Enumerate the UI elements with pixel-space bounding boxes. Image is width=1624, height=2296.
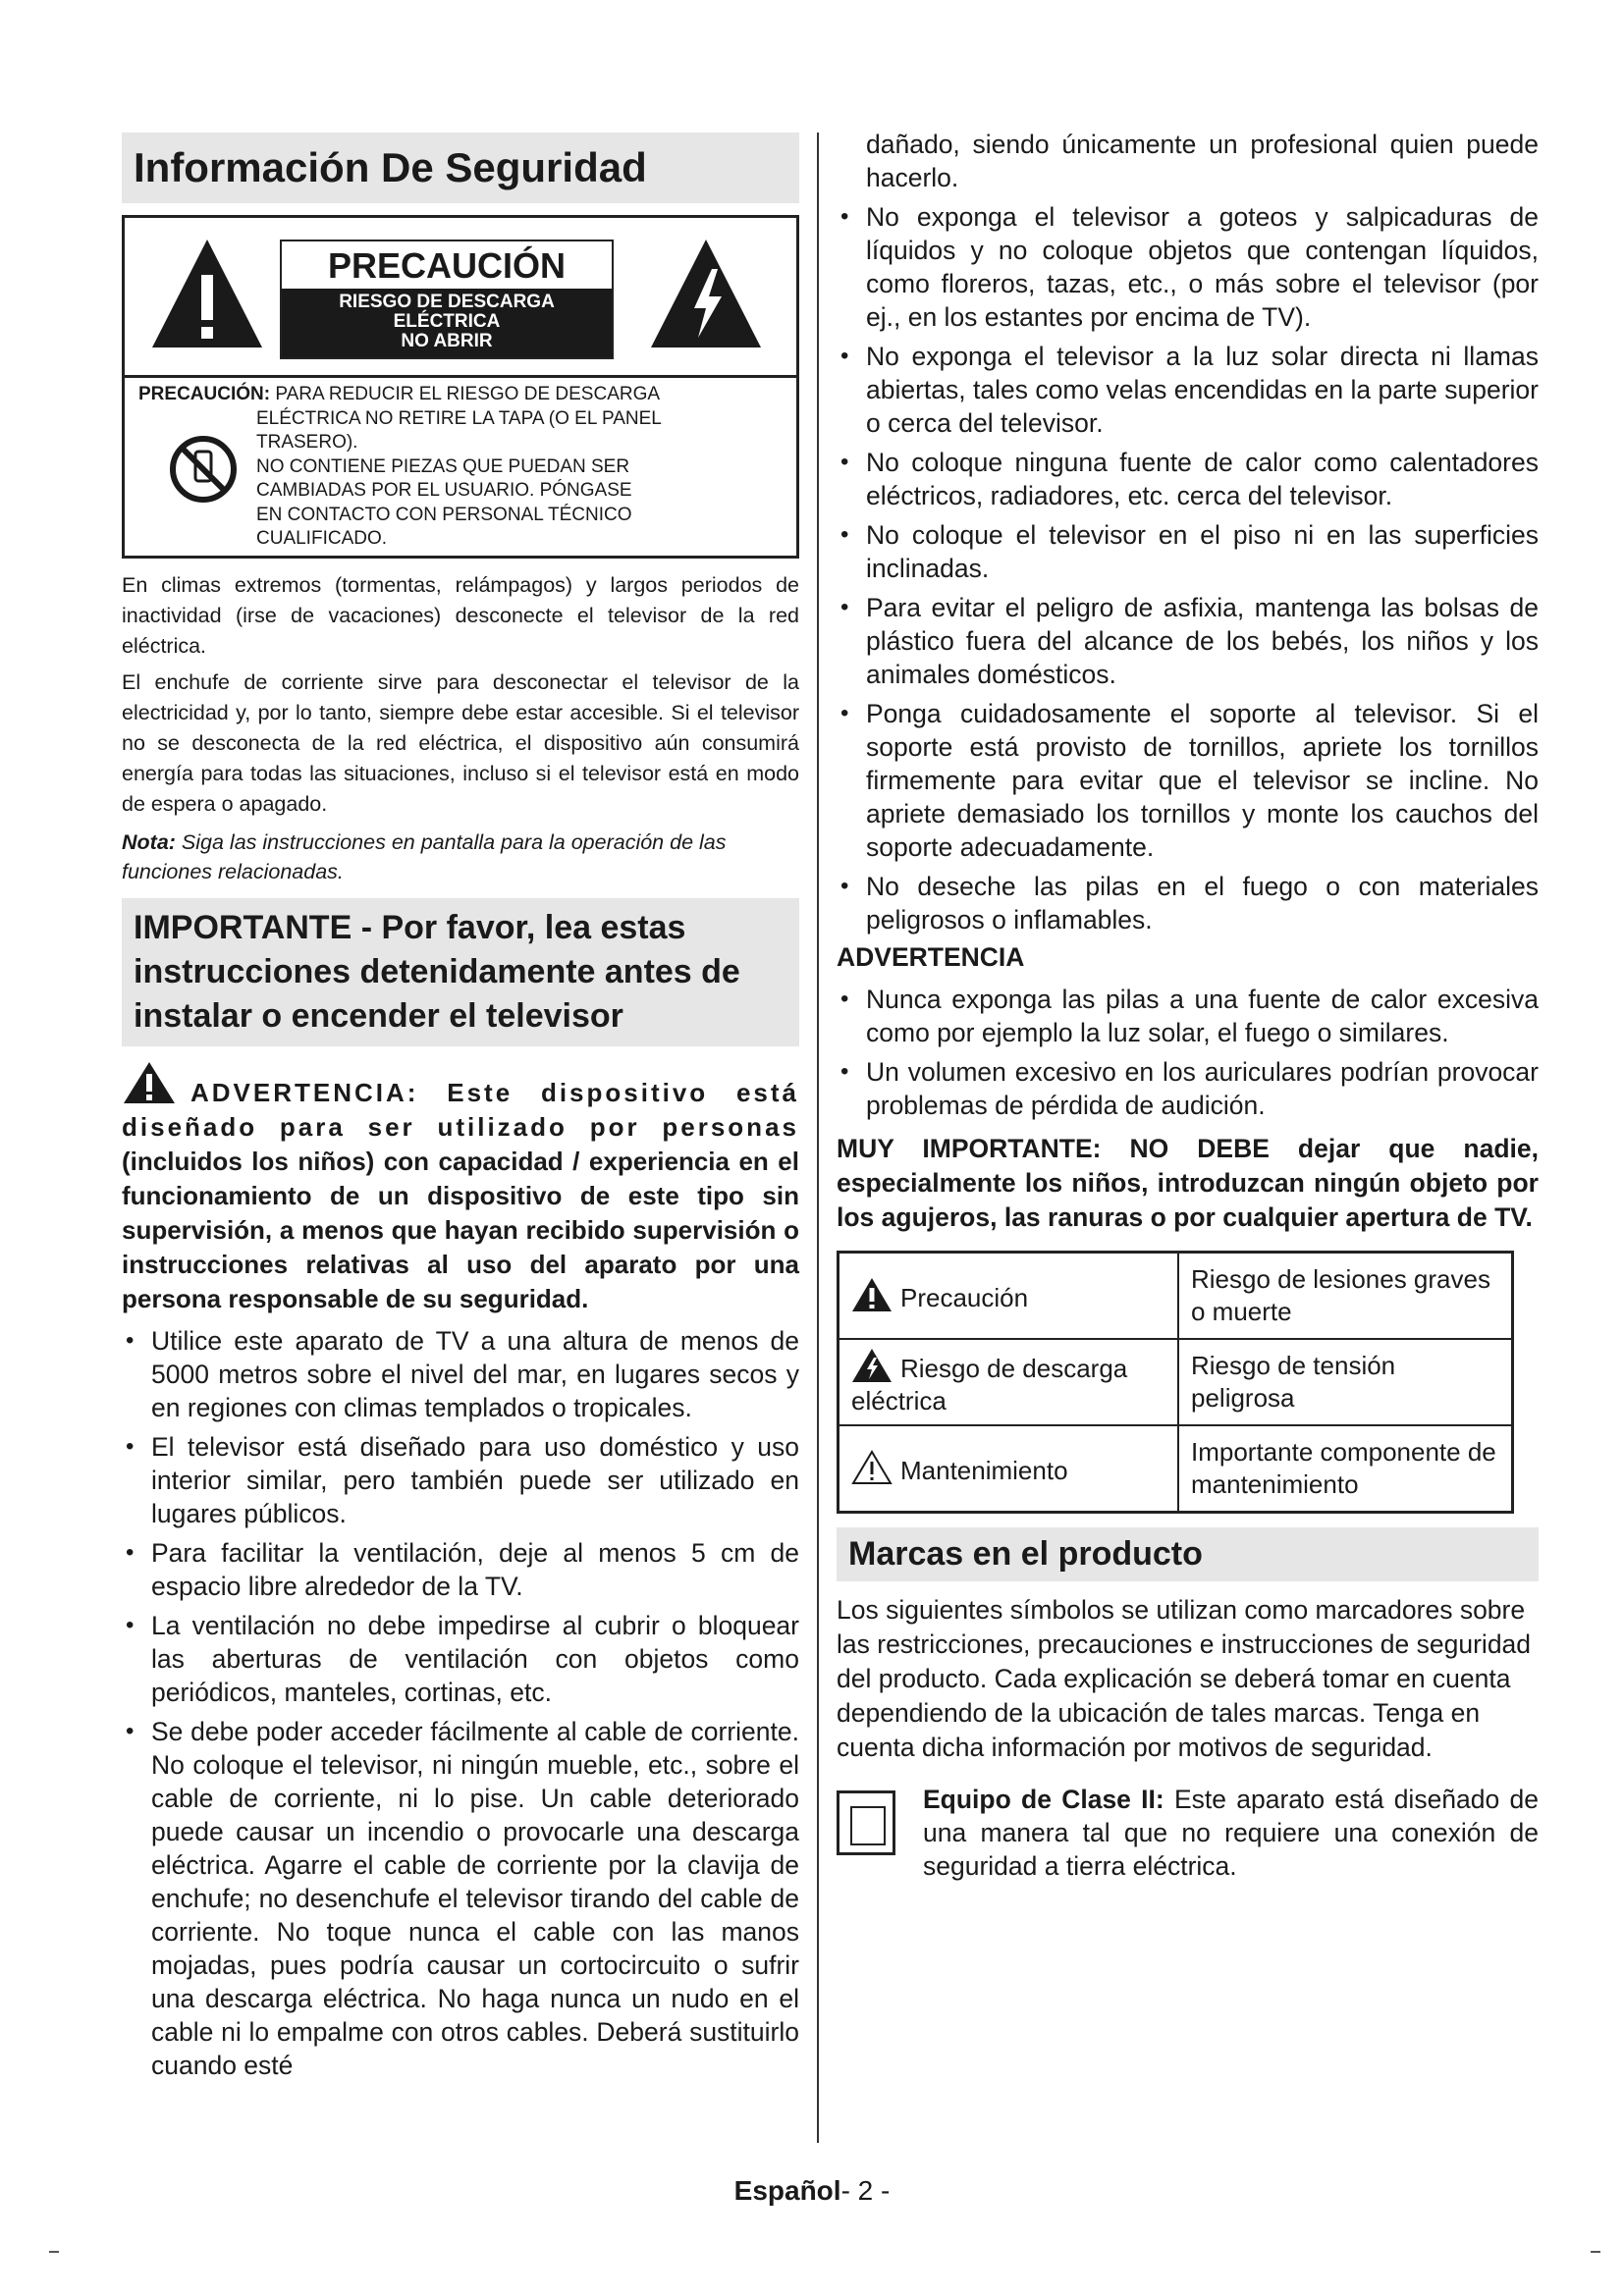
- caution-line-1: ELÉCTRICA NO RETIRE LA TAPA (O EL PANEL: [256, 407, 662, 429]
- list-item: • No coloque el televisor en el piso ni en las superficies inclinadas.: [837, 518, 1539, 585]
- paragraph-extreme-weather: En climas extremos (tormentas, relámpagos) y largos periodos de inactividad (irse de vacaciones) desconecte el televisor de la red eléctrica.: [122, 573, 799, 658]
- left-column: [122, 133, 799, 2088]
- symbol-cell: [839, 1253, 1179, 1340]
- caution-triangle-icon: [851, 1277, 893, 1312]
- column-divider: [817, 133, 819, 2143]
- symbol-cell: [839, 1425, 1179, 1513]
- electric-shock-warning-icon: [647, 236, 765, 351]
- risk-label: [282, 289, 612, 357]
- list-item: • La ventilación no debe impedirse al cubrir o bloquear las aberturas de ventilación con objetos como periódicos, manteles, cortinas, etc.: [122, 1609, 799, 1709]
- right-bullet-list: [837, 200, 1539, 936]
- caution-lead: PRECAUCIÓN:: [138, 384, 271, 404]
- footer-language: Español: [733, 2175, 841, 2206]
- risk-line-2: ELÉCTRICA: [393, 311, 501, 332]
- symbol-label: Mantenimiento: [900, 1456, 1068, 1485]
- advertencia-heading: ADVERTENCIA: [837, 942, 1025, 972]
- muy-importante-paragraph: MUY IMPORTANTE: NO DEBE dejar que nadie, especialmente los niños, introduzcan ningún objeto por los agujeros, las ranuras o por cualquier apertura de TV.: [837, 1134, 1539, 1232]
- advertencia-list: [837, 983, 1539, 1122]
- footer-page-number: - 2 -: [840, 2175, 891, 2206]
- list-item: • Ponga cuidadosamente el soporte al televisor. Si el soporte está provisto de tornillos, apriete los tornillos firmemente para evitar que el televisor se incline. No apriete demasiado los tornillos y monte los cauchos del soporte adecuadamente.: [837, 697, 1539, 864]
- list-item: • Para evitar el peligro de asfixia, mantenga las bolsas de plástico fuera del alcance de los bebés, los niños y los animales domésticos.: [837, 591, 1539, 691]
- meaning-cell: Riesgo de lesiones graves o muerte: [1178, 1253, 1513, 1340]
- warning-paragraph: [122, 1060, 799, 1316]
- precaution-label-box: [280, 240, 614, 359]
- risk-line-1: RIESGO DE DESCARGA: [339, 292, 555, 312]
- section-title-important: IMPORTANTE - Por favor, lea estas instrucciones detenidamente antes de instalar o encender el televisor: [122, 898, 799, 1046]
- table-row: [839, 1339, 1513, 1425]
- caution-line-3: NO CONTIENE PIEZAS QUE PUEDAN SER: [256, 455, 630, 477]
- list-item: • El televisor está diseñado para uso doméstico y uso interior similar, pero también puede ser utilizado en lugares públicos.: [122, 1430, 799, 1530]
- continuation-text: dañado, siendo únicamente un profesional quien puede hacerlo.: [866, 130, 1539, 192]
- class-ii-double-square-icon: [837, 1790, 895, 1855]
- warning-body: (incluidos los niños) con capacidad / experiencia en el funcionamiento de un dispositivo de este tipo sin supervisión, a menos que hayan recibido supervisión o instrucciones relativas al uso del aparato por una persona responsable de su seguridad.: [122, 1147, 799, 1313]
- caution-line-0: PARA REDUCIR EL RIESGO DE DESCARGA: [275, 384, 661, 404]
- symbol-cell: [839, 1339, 1179, 1425]
- caution-box: [122, 215, 799, 559]
- caution-line-6: CUALIFICADO.: [256, 528, 388, 549]
- no-open-icon: [168, 434, 239, 505]
- right-column: [837, 128, 1539, 1883]
- class-ii-label: Equipo de Clase II:: [923, 1785, 1164, 1814]
- list-item: • Se debe poder acceder fácilmente al cable de corriente. No coloque el televisor, ni ningún mueble, etc., sobre el cable de corriente, ni lo pise. Un cable deteriorado puede causar un incendio o provocarle una descarga eléctrica. Agarre el cable de corriente por la clavija de enchufe; no desenchufe el televisor tirando del cable de corriente. No toque nunca el cable con las manos mojadas, pues podría causar un cortocircuito o sufrir una descarga eléctrica. No haga nunca un nudo en el cable ni lo empalme con otros cables. Deberá sustituirlo cuando esté: [122, 1715, 799, 2082]
- table-row: [839, 1253, 1513, 1340]
- list-item: • No exponga el televisor a la luz solar directa ni llamas abiertas, tales como velas encendidas en la parte superior o cerca del televisor.: [837, 340, 1539, 440]
- class-ii-text: Este aparato está diseñado de una manera tal que no requiere una conexión de seguridad a tierra eléctrica.: [923, 1785, 1539, 1881]
- note-text: Siga las instrucciones en pantalla para la operación de las funciones relacionadas.: [122, 830, 727, 883]
- warning-head: ADVERTENCIA: Este dispositivo está diseñado para ser utilizado por personas: [122, 1078, 799, 1142]
- electric-shock-icon: [851, 1348, 893, 1383]
- caution-line-4: CAMBIADAS POR EL USUARIO. PÓNGASE: [256, 480, 632, 501]
- crop-mark: [1591, 2251, 1600, 2253]
- class-ii-paragraph: [837, 1783, 1539, 1883]
- risk-line-3: NO ABRIR: [401, 331, 493, 351]
- table-row: [839, 1425, 1513, 1513]
- section-title-safety: Información De Seguridad: [122, 133, 799, 203]
- symbols-table: [837, 1251, 1514, 1514]
- symbol-label: Precaución: [900, 1283, 1029, 1312]
- meaning-cell: Riesgo de tensión peligrosa: [1178, 1339, 1513, 1425]
- list-item: • Utilice este aparato de TV a una altura de menos de 5000 metros sobre el nivel del mar, en lugares secos y en regiones con climas templados o tropicales.: [122, 1324, 799, 1424]
- note-paragraph: [122, 828, 799, 886]
- page-footer: [0, 2175, 1624, 2207]
- note-label: Nota:: [122, 830, 176, 854]
- list-item: • Para facilitar la ventilación, deje al menos 5 cm de espacio libre alrededor de la TV.: [122, 1536, 799, 1603]
- list-item: • No coloque ninguna fuente de calor como calentadores eléctricos, radiadores, etc. cerca del televisor.: [837, 446, 1539, 512]
- exclamation-warning-icon: [148, 236, 266, 351]
- caution-line-2: TRASERO).: [256, 432, 358, 453]
- caution-text: [138, 383, 786, 552]
- warning-triangle-icon: [122, 1060, 177, 1105]
- paragraph-power-plug: El enchufe de corriente sirve para desconectar el televisor de la electricidad y, por lo tanto, siempre debe estar accesible. Si el televisor no se desconecta de la red eléctrica, el dispositivo aún consumirá energía para todas las situaciones, incluso si el televisor está en modo de espera o apagado.: [122, 670, 799, 816]
- symbol-label: Riesgo de descarga eléctrica: [851, 1353, 1128, 1415]
- left-bullet-list: [122, 1324, 799, 2082]
- maintenance-triangle-icon: [851, 1450, 893, 1485]
- list-item: • No deseche las pilas en el fuego o con materiales peligrosos o inflamables.: [837, 870, 1539, 936]
- crop-mark: [49, 2251, 59, 2253]
- list-item: • Un volumen excesivo en los auriculares podrían provocar problemas de pérdida de audición.: [837, 1055, 1539, 1122]
- caution-line-5: EN CONTACTO CON PERSONAL TÉCNICO: [256, 504, 632, 525]
- precaution-title: PRECAUCIÓN: [327, 245, 566, 286]
- meaning-cell: Importante componente de mantenimiento: [1178, 1425, 1513, 1513]
- list-item: • No exponga el televisor a goteos y salpicaduras de líquidos y no coloque objetos que contengan líquidos, como floreros, tazas, etc., o más sobre el televisor (por ej., en los estantes por encima de TV).: [837, 200, 1539, 334]
- caution-header: [125, 218, 796, 378]
- section-title-marks: Marcas en el producto: [837, 1527, 1539, 1581]
- marks-paragraph: Los siguientes símbolos se utilizan como marcadores sobre las restricciones, precauciones e instrucciones de seguridad del producto. Cada explicación se deberá tomar en cuenta dependiendo de la ubicación de tales marcas. Tenga en cuenta dicha información por motivos de seguridad.: [837, 1595, 1532, 1762]
- list-item: • Nunca exponga las pilas a una fuente de calor excesiva como por ejemplo la luz solar, el fuego o similares.: [837, 983, 1539, 1049]
